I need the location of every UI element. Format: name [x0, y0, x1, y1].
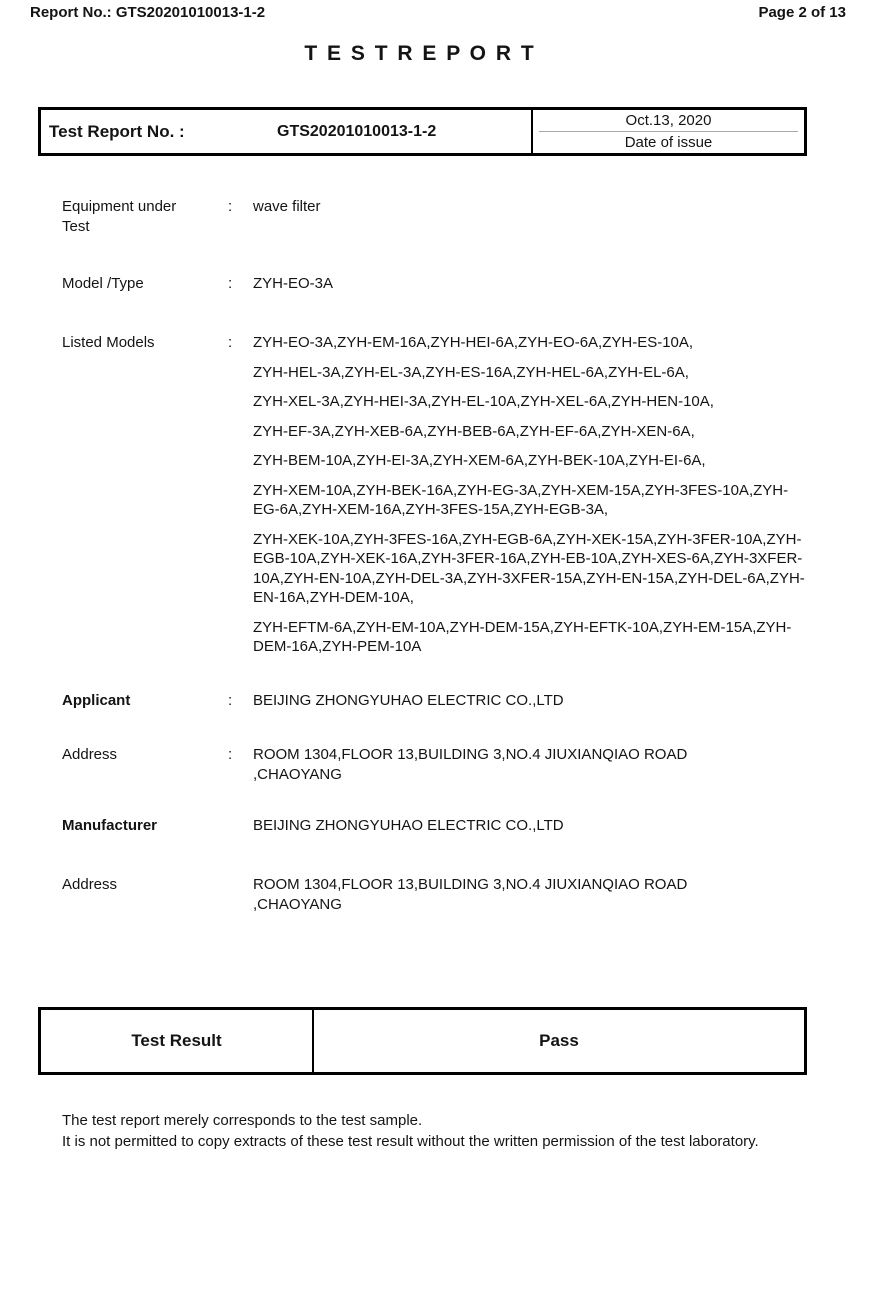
test-result-table [38, 1007, 807, 1075]
model-colon: : [228, 275, 233, 292]
applicant-address-label: Address [62, 746, 118, 763]
header-page-number: Page 2 of 13 [758, 4, 846, 21]
listed-models-group-6: ZYH-XEM-10A,ZYH-BEK-16A,ZYH-EG-3A,ZYH-XEM-15A,ZYH-3FES-10A,ZYH-EG-6A,ZYH-XEM-16A,ZYH-3FES-15A,ZYH-EGB-3A, [253, 481, 789, 518]
equipment-label: Equipment under Test [62, 198, 177, 235]
field-row-manufacturer-address [62, 875, 810, 915]
applicant-address-value: ROOM 1304,FLOOR 13,BUILDING 3,NO.4 JIUXIANQIAO ROAD ,CHAOYANG [253, 746, 688, 783]
listed-models-colon: : [228, 334, 233, 351]
disclaimer [62, 1110, 845, 1152]
test-report-no-value: GTS20201010013-1-2 [277, 122, 437, 140]
model-label: Model /Type [62, 275, 144, 292]
applicant-address-colon: : [228, 746, 233, 763]
manufacturer-address-label: Address [62, 876, 118, 893]
equipment-value: wave filter [253, 198, 321, 215]
listed-models-group-2: ZYH-HEL-3A,ZYH-EL-3A,ZYH-ES-16A,ZYH-HEL-6A,ZYH-EL-6A, [253, 363, 689, 381]
field-row-manufacturer [62, 816, 810, 836]
date-of-issue-cell [533, 110, 804, 153]
disclaimer-line-1: The test report merely corresponds to the test sample. [62, 1112, 423, 1129]
manufacturer-value: BEIJING ZHONGYUHAO ELECTRIC CO.,LTD [253, 817, 564, 834]
listed-models-label: Listed Models [62, 334, 155, 351]
listed-models-group-7: ZYH-XEK-10A,ZYH-3FES-16A,ZYH-EGB-6A,ZYH-XEK-15A,ZYH-3FER-10A,ZYH-EGB-10A,ZYH-XEK-16A,ZYH-3FER-16A,ZYH-EB-10A,ZYH-XES-6A,ZYH-3XFER-10A,ZYH-EN-10A,ZYH-DEL-3A,ZYH-3XFER-15A,ZYH-EN-15A,ZYH-DEL-6A,ZYH-EN-16A,ZYH-DEM-10A, [253, 530, 805, 606]
listed-models-group-5: ZYH-BEM-10A,ZYH-EI-3A,ZYH-XEM-6A,ZYH-BEK-10A,ZYH-EI-6A, [253, 452, 706, 469]
applicant-colon: : [228, 692, 233, 709]
listed-models-group-1: ZYH-EO-3A,ZYH-EM-16A,ZYH-HEI-6A,ZYH-EO-6A,ZYH-ES-10A, [253, 334, 694, 351]
header-report-no: Report No.: GTS20201010013-1-2 [30, 4, 266, 21]
report-number-cell [41, 110, 533, 153]
applicant-label: Applicant [62, 692, 131, 709]
manufacturer-address-value: ROOM 1304,FLOOR 13,BUILDING 3,NO.4 JIUXIANQIAO ROAD ,CHAOYANG [253, 876, 688, 913]
test-result-label: Test Result [41, 1010, 314, 1072]
field-row-applicant-address [62, 745, 810, 785]
manufacturer-label: Manufacturer [62, 817, 158, 834]
issue-date-value: Oct.13, 2020 [625, 112, 712, 129]
listed-models-group-3: ZYH-XEL-3A,ZYH-HEI-3A,ZYH-EL-10A,ZYH-XEL-6A,ZYH-HEN-10A, [253, 393, 714, 410]
report-number-table [38, 107, 807, 156]
listed-models-group-4: ZYH-EF-3A,ZYH-XEB-6A,ZYH-BEB-6A,ZYH-EF-6A,ZYH-XEN-6A, [253, 422, 695, 440]
model-value: ZYH-EO-3A [253, 275, 334, 292]
applicant-value: BEIJING ZHONGYUHAO ELECTRIC CO.,LTD [253, 692, 564, 709]
disclaimer-line-2: It is not permitted to copy extracts of these test result without the written permission of the test laboratory. [62, 1133, 759, 1150]
test-report-no-label: Test Report No. : [49, 121, 185, 141]
test-result-value: Pass [539, 1031, 579, 1050]
field-row-model [62, 274, 810, 294]
field-row-equipment [62, 197, 810, 237]
date-of-issue-label: Date of issue [624, 134, 713, 151]
field-row-listed-models [62, 333, 810, 657]
page-title: T E S T R E P O R T [304, 42, 536, 65]
listed-models-group-8: ZYH-EFTM-6A,ZYH-EM-10A,ZYH-DEM-15A,ZYH-EFTK-10A,ZYH-EM-15A,ZYH-DEM-16A,ZYH-PEM-10A [253, 618, 792, 655]
listed-models-value [253, 333, 810, 657]
field-row-applicant [62, 691, 810, 711]
equipment-colon: : [228, 198, 233, 215]
